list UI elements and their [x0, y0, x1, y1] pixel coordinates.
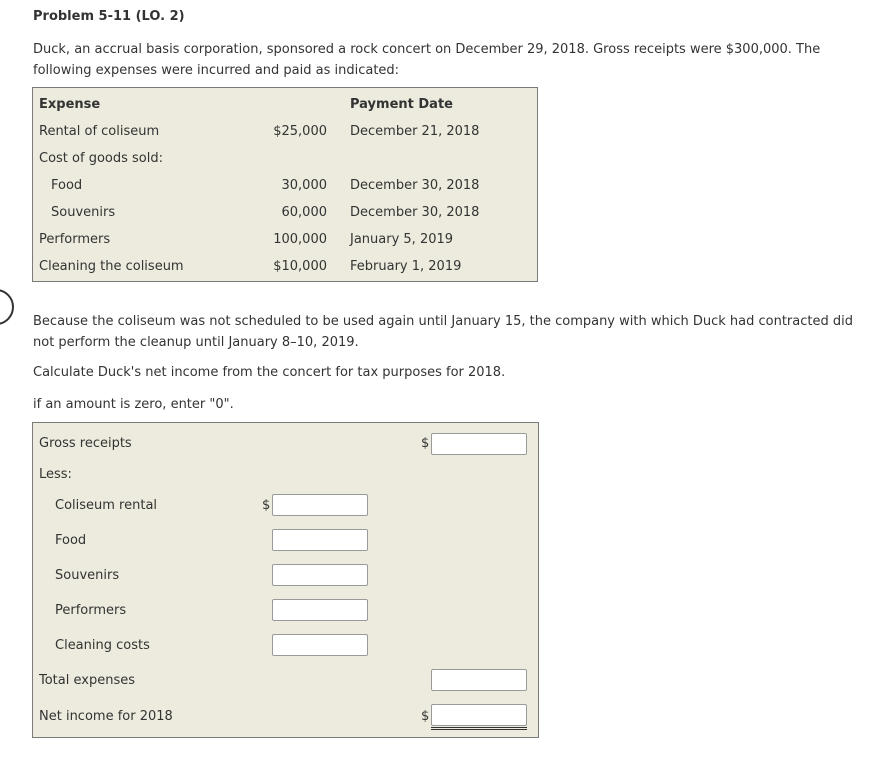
- problem-question: Calculate Duck's net income from the concert for tax purposes for 2018.: [33, 365, 506, 380]
- expense-row: [33, 232, 537, 259]
- souvenirs-label: Souvenirs: [55, 568, 120, 583]
- performers-input[interactable]: [272, 599, 368, 621]
- coliseum-rental-label: Coliseum rental: [55, 498, 158, 513]
- net-income-input[interactable]: [431, 704, 527, 726]
- souvenirs-input[interactable]: [272, 564, 368, 586]
- currency-symbol: $: [421, 436, 430, 451]
- total-expenses-input[interactable]: [431, 669, 527, 691]
- expense-label: Cost of goods sold:: [39, 151, 163, 166]
- expense-amount: $25,000: [273, 124, 327, 139]
- double-underline: [431, 727, 527, 730]
- problem-title: Problem 5-11 (LO. 2): [33, 9, 185, 24]
- expense-date: January 5, 2019: [350, 232, 454, 247]
- problem-intro: Duck, an accrual basis corporation, sponsored a rock concert on December 29, 2018. Gross receipts were $300,000. The following expenses were incurred and paid as indicated:: [33, 42, 821, 78]
- less-label: Less:: [39, 467, 72, 482]
- expense-amount: 60,000: [281, 205, 327, 220]
- food-input[interactable]: [272, 529, 368, 551]
- expense-row: [33, 205, 537, 232]
- coliseum-rental-input[interactable]: [272, 494, 368, 516]
- expense-label: Food: [51, 178, 83, 193]
- expense-date: February 1, 2019: [350, 259, 462, 274]
- expense-label: Performers: [39, 232, 111, 247]
- currency-symbol: $: [262, 498, 271, 513]
- expense-row: [33, 259, 537, 286]
- problem-paragraph-cleanup: Because the coliseum was not scheduled to be used again until January 15, the company with which Duck had contracted did not perform the cleanup until January 8–10, 2019.: [33, 314, 853, 350]
- circle-marker-icon: [0, 289, 14, 325]
- total-expenses-label: Total expenses: [39, 673, 135, 688]
- currency-symbol: $: [421, 709, 430, 724]
- expense-amount: 100,000: [273, 232, 327, 247]
- expense-row: [33, 178, 537, 205]
- food-label: Food: [55, 533, 87, 548]
- expense-label: Souvenirs: [51, 205, 116, 220]
- expense-header: Expense: [39, 97, 101, 112]
- expense-date: December 21, 2018: [350, 124, 480, 139]
- cleaning-costs-label: Cleaning costs: [55, 638, 150, 653]
- expense-label: Cleaning the coliseum: [39, 259, 184, 274]
- expense-date: December 30, 2018: [350, 205, 480, 220]
- net-income-label: Net income for 2018: [39, 709, 173, 724]
- payment-date-header: Payment Date: [350, 97, 453, 112]
- cleaning-costs-input[interactable]: [272, 634, 368, 656]
- expense-row: [33, 151, 537, 178]
- calculation-table: [32, 422, 539, 738]
- expense-header-row: [33, 97, 537, 124]
- gross-receipts-label: Gross receipts: [39, 436, 132, 451]
- problem-instruction: if an amount is zero, enter "0".: [33, 397, 234, 412]
- expense-table: [32, 87, 538, 282]
- gross-receipts-input[interactable]: [431, 433, 527, 455]
- performers-label: Performers: [55, 603, 127, 618]
- expense-label: Rental of coliseum: [39, 124, 160, 139]
- expense-date: December 30, 2018: [350, 178, 480, 193]
- expense-row: [33, 124, 537, 151]
- expense-amount: 30,000: [281, 178, 327, 193]
- expense-amount: $10,000: [273, 259, 327, 274]
